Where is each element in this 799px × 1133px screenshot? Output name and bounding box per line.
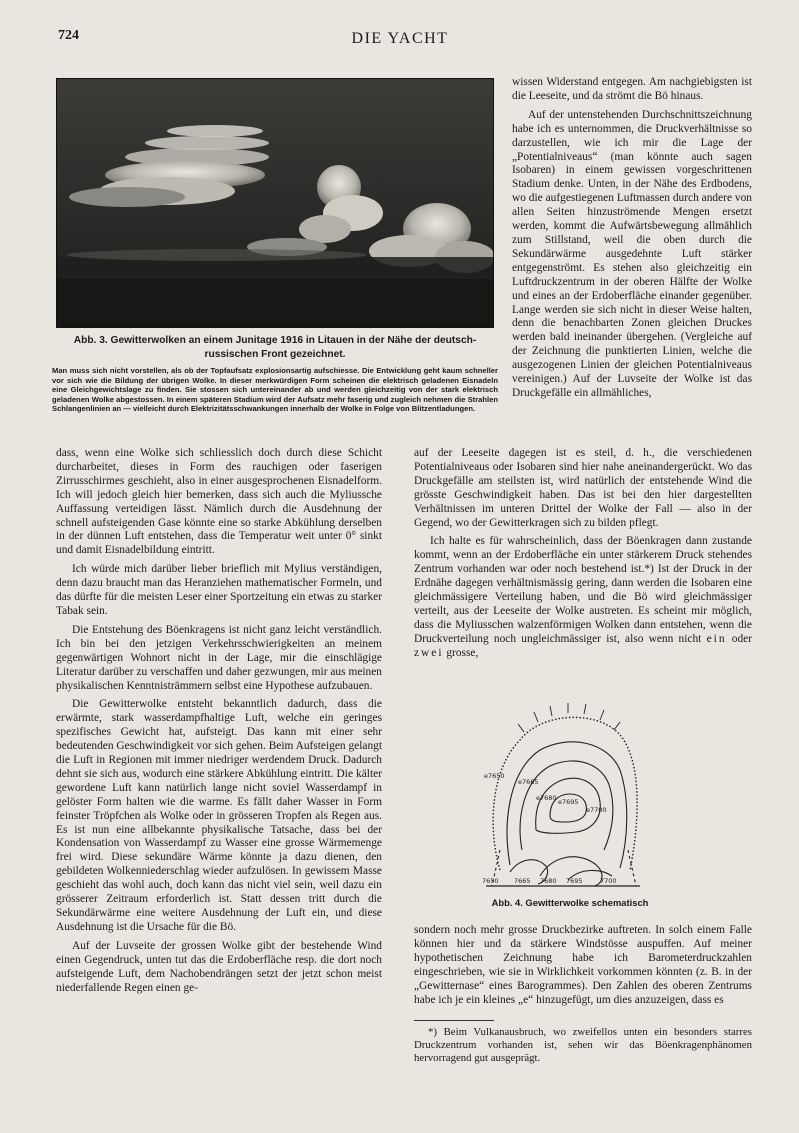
spaced-word: zwei (414, 646, 444, 659)
paragraph: dass, wenn eine Wolke sich schliesslich doch durch diese Schicht durcharbeitet, dieses in Form des rauchigen oder faserigen Zirrusschirmes geschieht, also in einer ausgesprochenen Eisnadelform. Ich will jedoch gleich hier bemerken, dass sich auch die Myliussche Auffassung verteidigen lässt. Nämlich durch die Ausdehnung der schnell aufsteigenden Gase könnte eine so starke Abkühlung derselben in der dünnen Luft entstehen, dass die Temperatur weit unter 0° sinkt und damit Eisnadelbildung eintritt. (56, 447, 382, 557)
paragraph: sondern noch mehr grosse Druckbezirke auftreten. In solch einem Falle können hier und da stärkere Windstösse auspuffen. Auf meiner hypothetischen Zeichnung habe ich Barometerdruckzahlen eingeschrieben, wie sie in Wirklichkeit vorkommen könnten (z. B. in der „Gewitternase“ eines Barogrammes). Den Zahlen des oberen Zentrums habe ich je ein kleines „e“ hinzugefügt, um dies anzuzeigen, dass es (414, 924, 752, 1006)
isobar-label: e7695 (558, 798, 579, 806)
isobar-label: e7680 (536, 794, 557, 802)
paragraph (414, 535, 752, 660)
ground-pressure-label: 7650 (482, 877, 499, 885)
right-column-top (512, 76, 752, 406)
thundercloud-drawing (56, 78, 494, 328)
text-run: grosse, (443, 646, 479, 659)
paragraph: Auf der untenstehenden Durchschnittszeichnung habe ich es unternommen, die Druckverhältnisse so darzustellen, wie ich mir die Lage der „Potentialniveaus“ (man könnte auch sagen Isobaren) in einem gewissen vorgeschrittenen Stadium denke. Unten, in der Nähe des Erdbodens, wo die aufgestiegenen Luftmassen durch andere von allen Seiten hinzuströmende Mengen ersetzt werden, kommt die Aufwärtsbewegung allmählich zum Stillstand, weil die oben durch die Sekundärwärme ausgedehnte Luft stärker entgegenströmt. Es stehen also gleichzeitig ein Luftdruckzentrum in der oberen Hälfte der Wolke und eines an der Erdoberfläche einander gegenüber. Lange werden sie sich nicht in dieser Weise halten, denn die benachbarten Zonen gleichen Druckes werden bald ineinander übergehen. (Vergleiche auf der Zeichnung die punktierten Linien, welche die ausgezogenen Linien der gleichen Potentialniveaus vereinigen.) Auf der Luvseite der Wolke ist das Druckgefälle ein allmähliches, (512, 108, 752, 399)
running-title: DIE YACHT (351, 30, 449, 47)
paragraph: wissen Widerstand entgegen. Am nachgiebigsten ist die Leeseite, und da strömt die Bö hinaus. (512, 76, 752, 102)
isobar-label: e7700 (586, 806, 607, 814)
paragraph: Die Gewitterwolke entsteht bekanntlich dadurch, dass die erwärmte, stark wasserdampfhaltige Luft, welche ein geringes spezifisches Gewicht hat, aufsteigt. Das kann mit einer sehr bedeutenden Geschwindigkeit vor sich gehen. Beim Aufsteigen gelangt die Luft in Regionen mit immer niedriger werdendem Druck. Dadurch dehnt sie sich aus, wodurch eine stärkere Abkühlung eintritt. Die kälter gewordene Luft kann natürlich lange nicht soviel Wasserdampf in gelöster Form halten wie die warme. Es fällt daher Wasser in Form feinster Tröpfchen als Wolke oder in grösseren Tropfen als Regen aus. Es ist nun eine allbekannte physikalische Tatsache, dass bei der Kondensation von Wasserdampf zu Wasser eine grosse Wärmemenge frei wird. Diese sekundäre Wärme könnte ja dazu dienen, den gebildeten Wolkenniederschlag wieder aufzulösen. In gewissem Masse geschieht das wohl auch, doch kann das nicht viel sein, weil dazu ein grösserer Zeitraum erforderlich ist. Statt dessen tritt durch die Sekundärwärme eine weitere Ausdehnung der Luft ein, und diese Ausdehnung ist die Ursache für die Bö. (56, 698, 382, 933)
thundercloud-schematic (480, 700, 650, 900)
left-column (56, 447, 382, 1000)
footnote-text: *) Beim Vulkanausbruch, wo zweifellos unten ein besonders starres Druckzentrum vorhanden ist, sehen wir das Böenkragenphänomen hervorragend gut ausgeprägt. (414, 1026, 752, 1065)
ground-pressure-label: 7700 (600, 877, 617, 885)
footnote (414, 1026, 752, 1066)
isobar-label: e7665 (518, 778, 539, 786)
figure-3-caption: Abb. 3. Gewitterwolken an einem Junitage 1916 in Litauen in der Nähe der deutsch-russischen Front gezeichnet. (73, 335, 477, 360)
isobar-diagram (480, 700, 650, 900)
figure-4-caption: Abb. 4. Gewitterwolke schematisch (491, 897, 649, 908)
ground-pressure-label: 7665 (514, 877, 531, 885)
text-run: oder (726, 632, 752, 645)
thundercloud-illustration (57, 79, 493, 327)
paragraph: auf der Leeseite dagegen ist es steil, d. h., die verschiedenen Potentialniveaus oder Isobaren sind hier nahe aneinandergerückt. Wo das Druckgefälle am steilsten ist, wird natürlich der entstehende Wind die grösste Geschwindigkeit haben. Das ist bei den hier dargestellten Verhältnissen im unteren Drittel der Wolke der Fall — also in der Gegend, wo der Gewitterkragen sich zu bilden pflegt. (414, 447, 752, 529)
text-run: Ich halte es für wahrscheinlich, dass der Böenkragen dann zustande kommt, wenn an der Erdoberfläche ein unter stärkerem Druck stehendes Zentrum vorhanden war oder noch bestehend ist.*) Ist der Druck in der Erdnähe dagegen verhältnismässig gering, dann werden die Isobaren eine gleichmässigere Verteilung haben, und die Bö wird gleichmässiger verteilt, aus der Leeseite der Wolke austreten. Es scheint mir möglich, dass die Myliusschen walzenförmigen Wolken dann entstehen, wenn die Druckverteilung noch ungleichmässiger ist, also wenn nicht (414, 535, 752, 645)
isobar-label: e7650 (484, 772, 505, 780)
ground-pressure-label: 7695 (566, 877, 583, 885)
paragraph: Die Entstehung des Böenkragens ist nicht ganz leicht verständlich. Ich bin bei den jetzigen Verkehrsschwierigkeiten an meinem gegenwärtigen Wohnort nicht in der Lage, mir die einschlägige Literatur darüber zu verschaffen und daher gezwungen, mir aus meinen physikalischen Kenntnisträmmern selbst eine Hypothese aufzubauen. (56, 623, 382, 692)
page-number: 724 (58, 28, 79, 43)
spaced-word: ein (706, 632, 727, 645)
paragraph: Ich würde mich darüber lieber brieflich mit Mylius verständigen, denn dazu braucht man das Heranziehen mathematischer Formeln, und das dürfte für die meisten Leser einer Sportzeitung ein etwas zu starker Tabak sein. (56, 563, 382, 617)
figure-3-note: Man muss sich nicht vorstellen, als ob der Topfaufsatz explosionsartig aufschiesse. Die Entwicklung geht kaum schneller vor sich wie die Bildung der übrigen Wolke. In dieser merkwürdigen Form scheinen die elektrisch geladenen Eisnadeln eine Gleichgewichtslage zu finden. Sie stossen sich untereinander ab und werden gleichzeitig von der stark elektrisch geladenen Wolke abgestossen. In einem späteren Stadium wird der Aufsatz mehr faserig und zugleich nehmen die Strahlen Schlangenlinien an — vielleicht durch Elektrizitätsschwankungen innerhalb der Wolke in Folge von Blitzentladungen. (52, 366, 498, 414)
paragraph: Auf der Luvseite der grossen Wolke gibt der bestehende Wind einen Gegendruck, unten tut das die Erdoberfläche resp. die dort noch aufsteigende Luft, dem Nachobendrängen setzt der jetzt schon meist niederfallende Regen einen ge- (56, 939, 382, 994)
right-column-middle (414, 447, 752, 666)
footnote-rule (414, 1020, 494, 1021)
ground-pressure-label: 7680 (540, 877, 557, 885)
right-column-bottom (414, 924, 752, 1012)
